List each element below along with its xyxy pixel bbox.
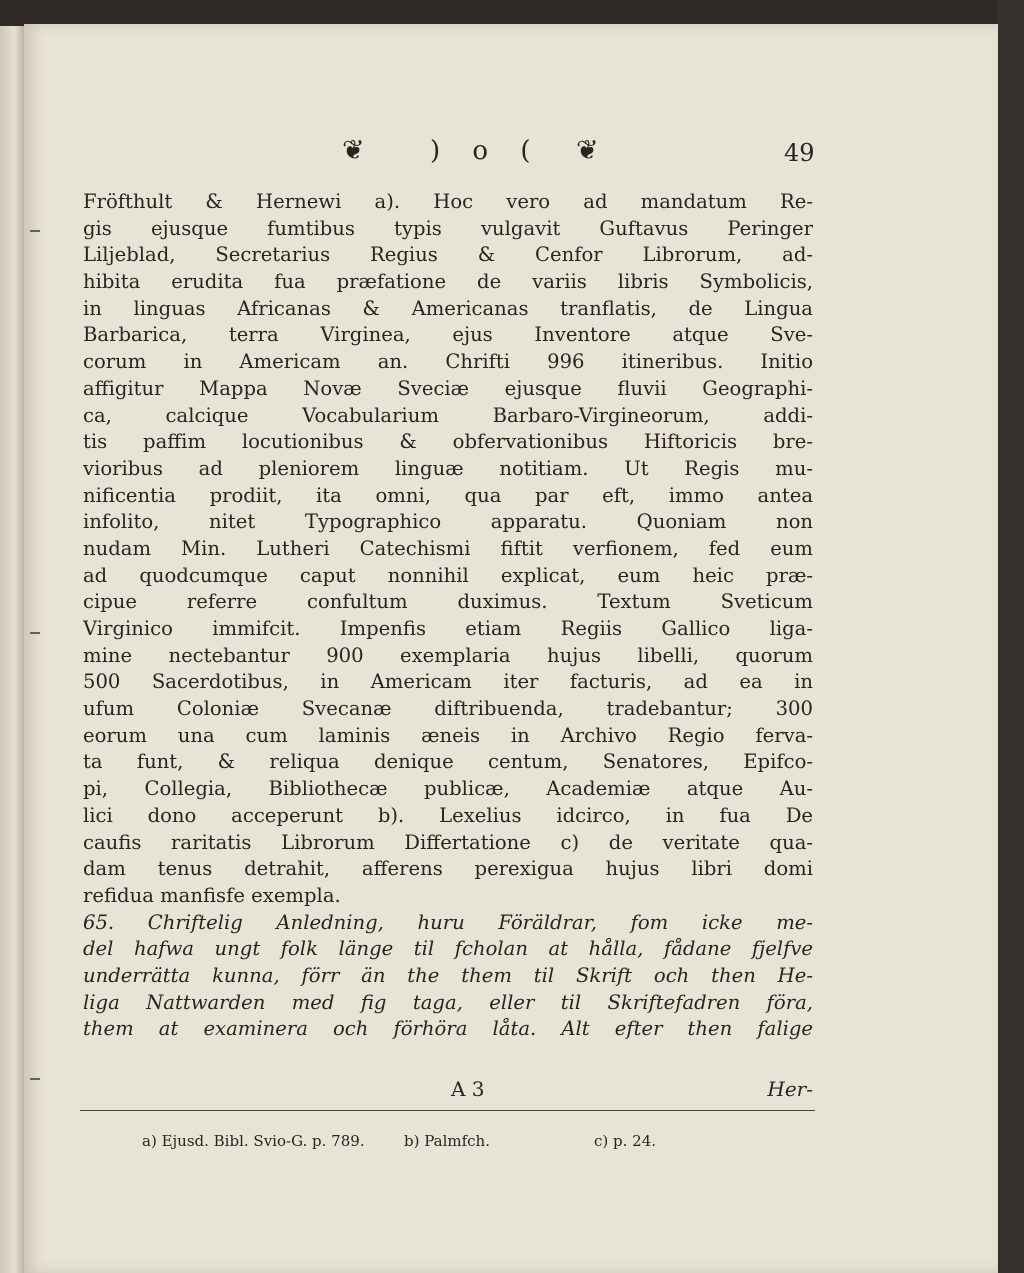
text-line-italic: liga Nattwarden med fig taga, eller til Skriftefadren föra, bbox=[83, 990, 813, 1014]
catch-line bbox=[83, 1076, 813, 1103]
footnote-b: b) Palmfch. bbox=[404, 1132, 490, 1150]
text-line: eorum una cum laminis æneis in Archivo Regio ferva- bbox=[83, 723, 813, 747]
text-line: pi, Collegia, Bibliothecæ publicæ, Academiæ atque Au- bbox=[83, 777, 813, 801]
text-line: Virginico immifcit. Impenfis etiam Regiis Gallico liga- bbox=[83, 617, 813, 640]
text-line-italic: del hafwa ungt folk länge til fcholan at hålla, fådane fjelfve bbox=[83, 937, 813, 961]
body-text bbox=[83, 189, 813, 1043]
margin-mark bbox=[30, 632, 40, 634]
text-line: cipue referre confultum duximus. Textum Sveticum bbox=[83, 590, 813, 614]
text-line: vioribus ad pleniorem linguæ notitiam. Ut Regis mu- bbox=[83, 456, 813, 480]
signature-mark: A 3 bbox=[451, 1077, 485, 1101]
footnote-divider bbox=[80, 1110, 815, 1111]
text-line: Barbarica, terra Virginea, ejus Inventore atque Sve- bbox=[83, 323, 813, 347]
text-line: caufis raritatis Librorum Differtatione c) de veritate qua- bbox=[83, 830, 813, 854]
text-line: ufum Coloniæ Svecanæ diftribuenda, tradebantur; 300 bbox=[83, 697, 813, 721]
text-line: nificentia prodiit, ita omni, qua par eft, immo antea bbox=[83, 483, 813, 507]
catchword: Her- bbox=[767, 1077, 813, 1101]
text-line: mine nectebantur 900 exemplaria hujus libelli, quorum bbox=[83, 643, 813, 667]
text-line-italic: 65. Chriftelig Anledning, huru Föräldrar, fom icke me- bbox=[83, 910, 813, 934]
text-line: gis ejusque fumtibus typis vulgavit Guftavus Peringer bbox=[83, 216, 813, 240]
footnote-a: a) Ejusd. Bibl. Svio-G. p. 789. bbox=[142, 1132, 365, 1150]
footnotes bbox=[142, 1128, 782, 1154]
footnote-c: c) p. 24. bbox=[594, 1132, 657, 1150]
margin-mark bbox=[30, 230, 40, 232]
text-line: ta funt, & reliqua denique centum, Senatores, Epifco- bbox=[83, 750, 813, 774]
fleuron-left-icon: ❦ bbox=[342, 135, 365, 166]
text-line: 500 Sacerdotibus, in Americam iter facturis, ad ea in bbox=[83, 670, 813, 694]
header-signature: ) o ( bbox=[430, 136, 543, 166]
running-header bbox=[24, 132, 998, 172]
text-line: nudam Min. Lutheri Catechismi fiftit verfionem, fed eum bbox=[83, 536, 813, 560]
text-line: Fröfthult & Hernewi a). Hoc vero ad mandatum Re- bbox=[83, 190, 813, 213]
text-line: corum in Americam an. Chrifti 996 itineribus. Initio bbox=[83, 350, 813, 374]
text-line-italic: them at examinera och förhöra låta. Alt efter then falige bbox=[83, 1017, 813, 1041]
text-line: affigitur Mappa Novæ Sveciæ ejusque fluvii Geographi- bbox=[83, 376, 813, 400]
book-page bbox=[24, 24, 998, 1273]
previous-page-edge bbox=[0, 26, 24, 1273]
margin-mark bbox=[30, 1078, 40, 1080]
text-line: in linguas Africanas & Americanas tranflatis, de Lingua bbox=[83, 296, 813, 320]
text-line: hibita erudita fua præfatione de variis libris Symbolicis, bbox=[83, 270, 813, 294]
text-line: ca, calcique Vocabularium Barbaro-Virgineorum, addi- bbox=[83, 403, 813, 427]
text-line: infolito, nitet Typographico apparatu. Quoniam non bbox=[83, 510, 813, 534]
scan-background-top bbox=[0, 0, 1024, 26]
fleuron-right-icon: ❦ bbox=[576, 135, 599, 166]
text-line: ad quodcumque caput nonnihil explicat, eum heic præ- bbox=[83, 563, 813, 587]
text-line: refidua manfisfe exempla. bbox=[83, 883, 341, 907]
text-line: lici dono acceperunt b). Lexelius idcirco, in fua De bbox=[83, 803, 813, 827]
page-number: 49 bbox=[784, 139, 815, 167]
text-line: Liljeblad, Secretarius Regius & Cenfor Librorum, ad- bbox=[83, 243, 813, 267]
text-line: dam tenus detrahit, afferens perexigua hujus libri domi bbox=[83, 857, 813, 881]
text-line-italic: underrätta kunna, förr än the them til Skrift och then He- bbox=[83, 963, 813, 987]
scan-background-right bbox=[997, 0, 1024, 1273]
text-line: tis paffim locutionibus & obfervationibus Hiftoricis bre- bbox=[83, 430, 813, 454]
